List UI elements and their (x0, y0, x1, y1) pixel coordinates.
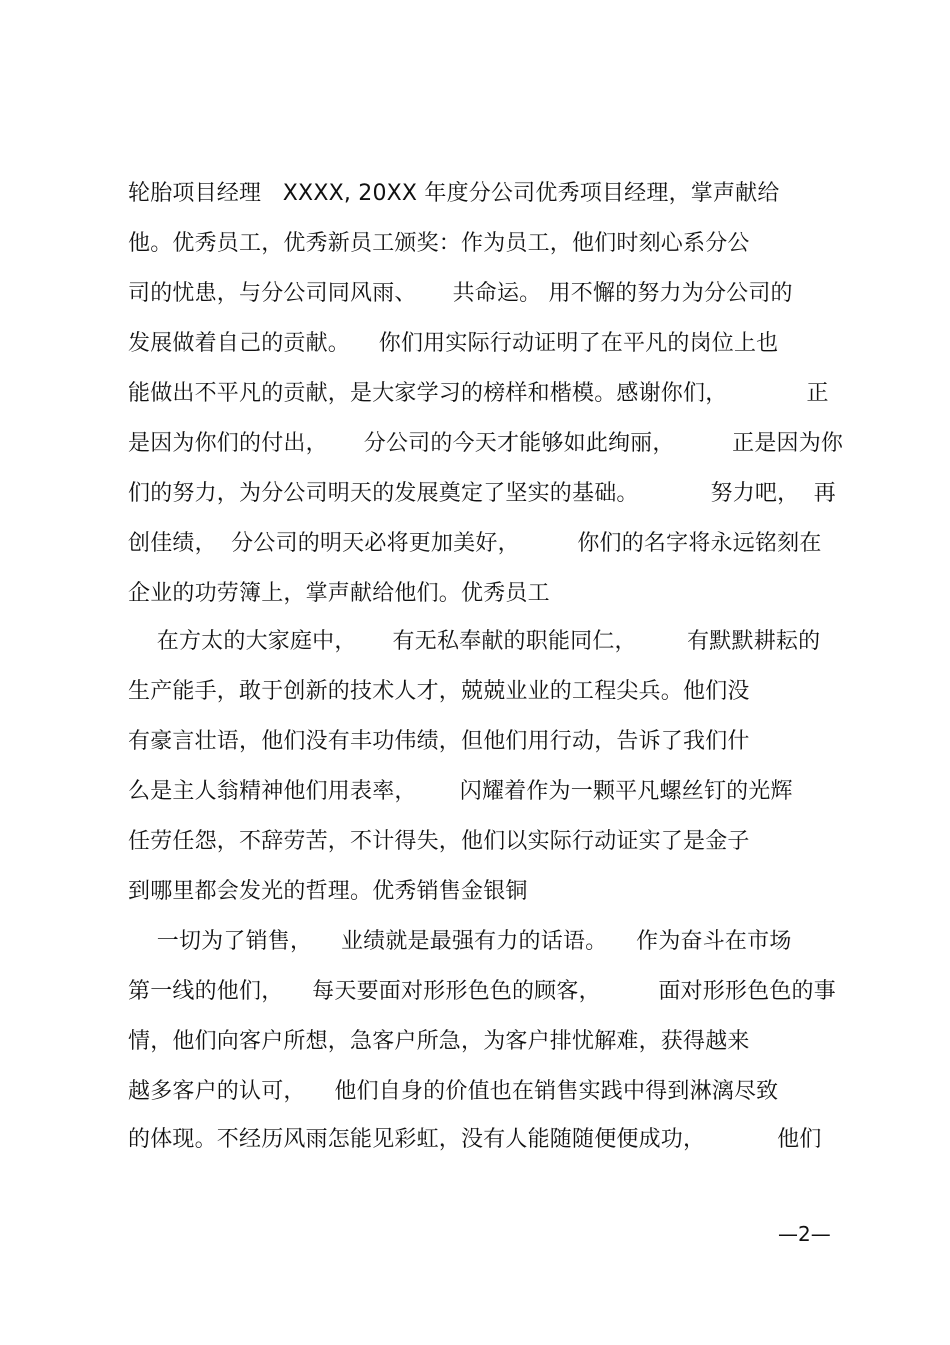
text-line: 第一线的他们， 每天要面对形形色色的顾客， 面对形形色色的事 (128, 979, 836, 1004)
text-line: 任劳任怨，不辞劳苦，不计得失，他们以实际行动证实了是金子 (128, 829, 750, 854)
text-line: 轮胎项目经理 XXXX, 20XX 年度分公司优秀项目经理，掌声献给 (128, 181, 780, 206)
text-line: 生产能手，敢于创新的技术人才，兢兢业业的工程尖兵。他们没 (128, 679, 750, 704)
text-line: 的体现。不经历风雨怎能见彩虹，没有人能随随便便成功， 他们 (128, 1127, 822, 1152)
text-line: 情，他们向客户所想，急客户所急，为客户排忧解难，获得越来 (128, 1029, 750, 1054)
text-line: 们的努力，为分公司明天的发展奠定了坚实的基础。 努力吧， 再 (128, 481, 836, 506)
text-line: 司的忧患，与分公司同风雨、 共命运。 用不懈的努力为分公司的 (128, 281, 793, 306)
text-line: 么是主人翁精神他们用表率， 闪耀着作为一颗平凡螺丝钉的光辉 (128, 779, 793, 804)
text-line: 企业的功劳簿上，掌声献给他们。优秀员工 (128, 581, 550, 606)
text-line: 能做出不平凡的贡献，是大家学习的榜样和楷模。感谢你们， 正 (128, 381, 829, 406)
text-line: 发展做着自己的贡献。 你们用实际行动证明了在平凡的岗位上也 (128, 331, 779, 356)
text-line: 到哪里都会发光的哲理。优秀销售金银铜 (128, 879, 528, 904)
text-line: 是因为你们的付出， 分公司的今天才能够如此绚丽， 正是因为你 (128, 431, 844, 456)
text-line: 一切为了销售， 业绩就是最强有力的话语。 作为奋斗在市场 (128, 929, 792, 954)
text-line: 在方太的大家庭中， 有无私奉献的职能同仁， 有默默耕耘的 (128, 629, 821, 654)
text-line: 他。优秀员工，优秀新员工颁奖：作为员工，他们时刻心系分公 (128, 231, 750, 256)
text-line: 创佳绩， 分公司的明天必将更加美好， 你们的名字将永远铭刻在 (128, 531, 822, 556)
page-number: —2— (778, 1222, 831, 1246)
text-line: 越多客户的认可， 他们自身的价值也在销售实践中得到淋漓尽致 (128, 1079, 779, 1104)
text-line: 有豪言壮语，他们没有丰功伟绩，但他们用行动，告诉了我们什 (128, 729, 750, 754)
